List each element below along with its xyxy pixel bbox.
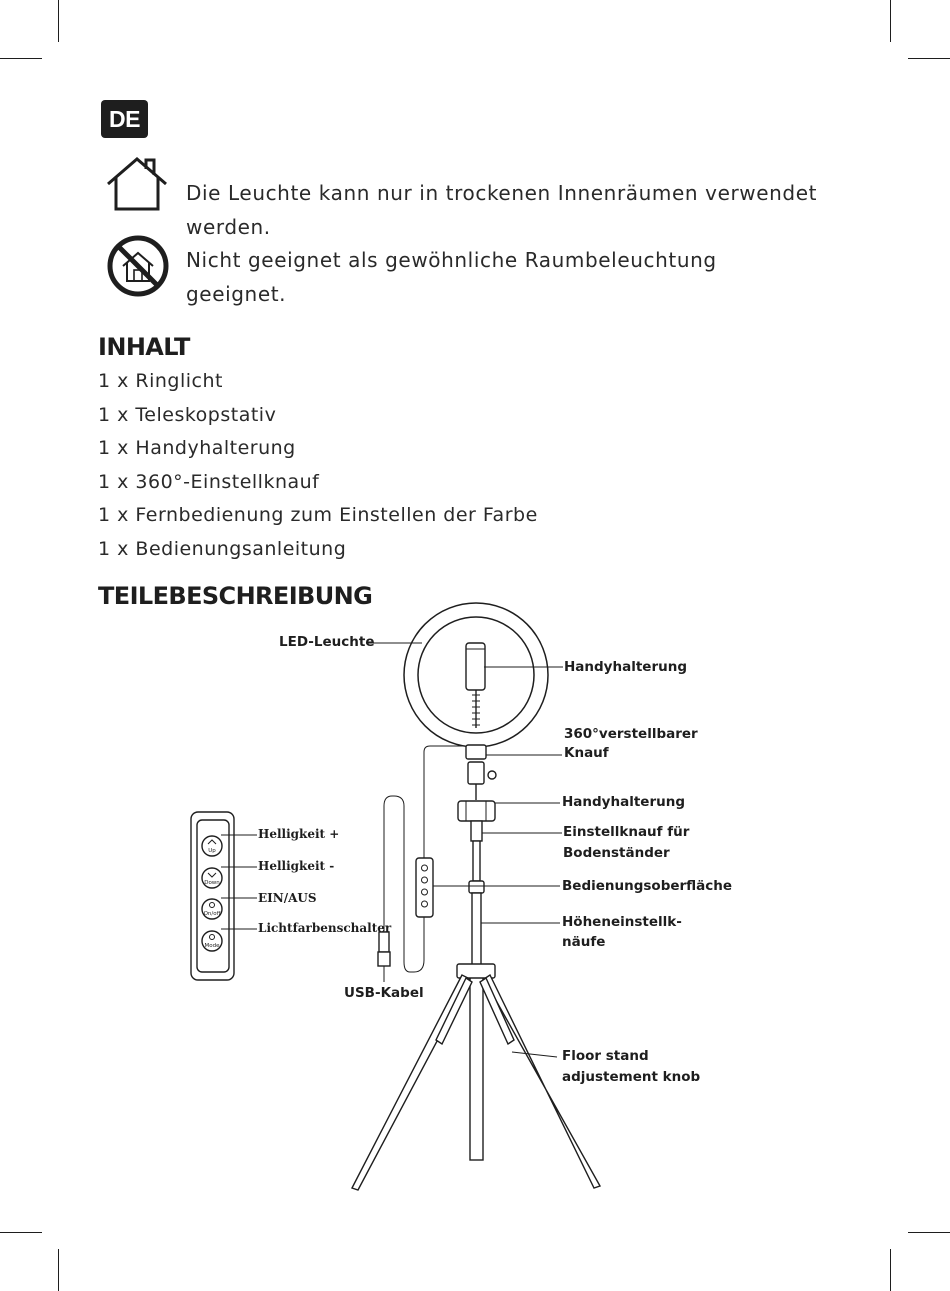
telescopic-pole xyxy=(469,821,484,1160)
label-height-line2: näufe xyxy=(562,934,606,950)
list-item: 1 x Handyhalterung xyxy=(98,437,296,460)
list-item: 1 x 360°-Einstellknauf xyxy=(98,470,320,493)
label-usb: USB-Kabel xyxy=(344,985,424,1001)
label-floor-knob-line2: Bodenständer xyxy=(563,845,670,861)
label-brightness-up: Helligkeit + xyxy=(258,827,340,841)
parts-heading: TEILEBESCHREIBUNG xyxy=(98,582,373,610)
remote-control xyxy=(191,812,234,980)
list-item: 1 x Ringlicht xyxy=(98,370,223,392)
label-floor-en-line2: adjustement knob xyxy=(562,1069,701,1085)
phone-holder-mid xyxy=(458,801,495,821)
notice-line: werden. xyxy=(186,215,271,239)
list-item: 1 x Fernbedienung zum Einstellen der Farbe xyxy=(98,504,538,527)
swivel-knob xyxy=(466,745,496,800)
label-color: Lichtfarbenschalter xyxy=(258,921,392,935)
list-item: 1 x Bedienungsanleitung xyxy=(98,537,347,560)
label-floor-knob-line1: Einstellknauf für xyxy=(563,824,690,840)
label-knob-line1: 360°verstellbarer xyxy=(564,726,698,742)
notice-line: Nicht geeignet als gewöhnliche Raumbeleuchtung xyxy=(186,248,717,272)
notice-line: Die Leuchte kann nur in trockenen Innenräumen verwendet xyxy=(186,181,818,205)
remote-onoff-text: On/off xyxy=(203,911,221,917)
list-item: 1 x Teleskopstativ xyxy=(98,403,277,426)
contents-heading: INHALT xyxy=(98,333,190,361)
remote-up-text: Up xyxy=(208,848,216,854)
remote-down-text: Down xyxy=(204,880,220,886)
language-badge: DE xyxy=(101,100,148,138)
label-power: EIN/AUS xyxy=(258,891,317,905)
usb-cable xyxy=(378,746,466,972)
label-brightness-down: Helligkeit - xyxy=(258,859,335,873)
label-height-line1: Höheneinstellk- xyxy=(562,914,682,930)
label-led: LED-Leuchte xyxy=(279,634,375,650)
remote-mode-text: Mode xyxy=(204,943,220,949)
notice-line: geeignet. xyxy=(186,282,287,306)
label-control: Bedienungsoberfläche xyxy=(562,878,733,894)
label-holder-top: Handyhalterung xyxy=(564,659,687,675)
phone-holder-top xyxy=(466,643,485,728)
label-floor-en-line1: Floor stand xyxy=(562,1048,649,1064)
label-holder-mid: Handyhalterung xyxy=(562,794,685,810)
label-knob-line2: Knauf xyxy=(564,745,609,761)
